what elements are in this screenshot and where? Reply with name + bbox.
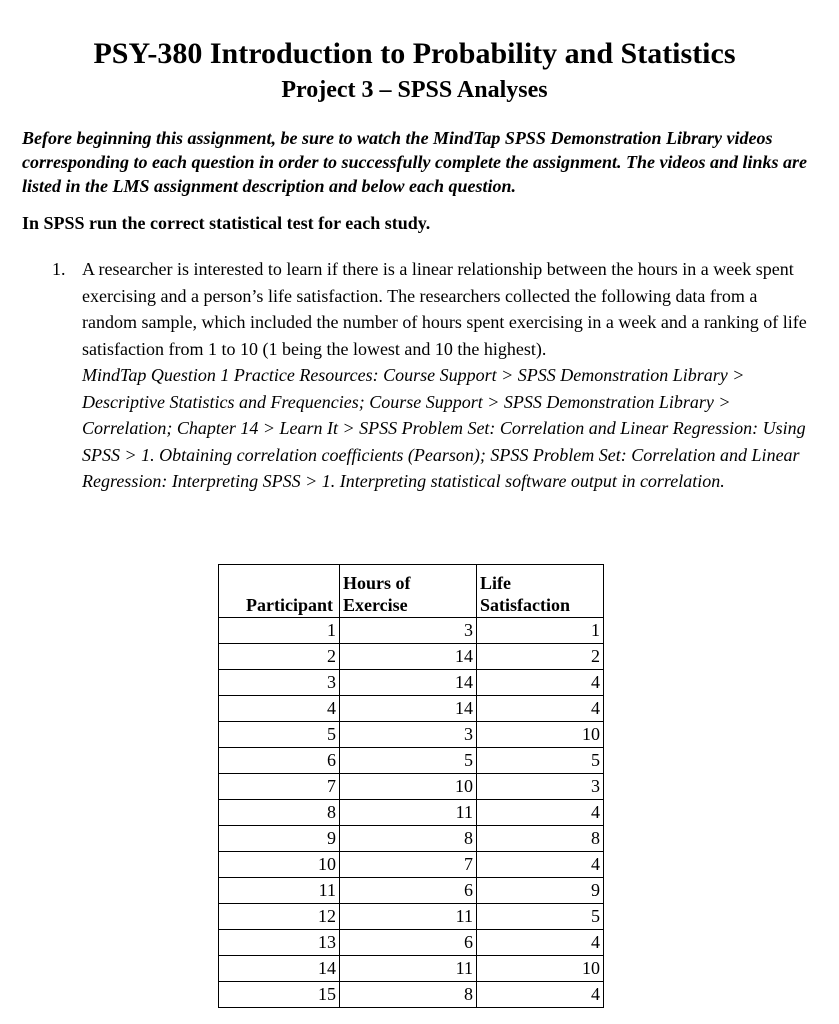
cell-participant: 14 [219,956,340,982]
cell-hours: 3 [340,618,477,644]
cell-life-satisfaction: 4 [477,696,604,722]
table-row [219,696,604,722]
table-row [219,904,604,930]
header-life-line1: Life [480,573,511,593]
table-row [219,644,604,670]
cell-life-satisfaction: 5 [477,748,604,774]
cell-hours: 14 [340,696,477,722]
cell-participant: 7 [219,774,340,800]
cell-hours: 5 [340,748,477,774]
cell-hours: 11 [340,904,477,930]
table-row [219,774,604,800]
cell-hours: 6 [340,878,477,904]
table-row [219,930,604,956]
cell-life-satisfaction: 5 [477,904,604,930]
table-row [219,852,604,878]
cell-life-satisfaction: 2 [477,644,604,670]
cell-participant: 12 [219,904,340,930]
header-hours [340,565,477,618]
question-resources: MindTap Question 1 Practice Resources: Course Support > SPSS Demonstration Library > Descriptive Statistics and Frequencies; Course Support > SPSS Demonstration Library > Correlation; Chapter 14 > Learn It > SPSS Problem Set: Correlation and Linear Regression: Using SPSS > 1. Obtaining correlation coefficients (Pearson); SPSS Problem Set: Correlation and Linear Regression: Interpreting SPSS > 1. Interpreting statistical software output in correlation. [82,365,806,491]
cell-participant: 9 [219,826,340,852]
cell-hours: 8 [340,982,477,1008]
cell-life-satisfaction: 9 [477,878,604,904]
cell-life-satisfaction: 10 [477,956,604,982]
header-hours-line1: Hours of [343,573,411,593]
header-participant [219,565,340,618]
cell-life-satisfaction: 4 [477,982,604,1008]
cell-participant: 5 [219,722,340,748]
cell-participant: 13 [219,930,340,956]
cell-participant: 3 [219,670,340,696]
header-hours-line2: Exercise [343,595,408,615]
data-table [218,564,604,1008]
cell-life-satisfaction: 3 [477,774,604,800]
table-body [219,618,604,1008]
table-row [219,800,604,826]
cell-participant: 6 [219,748,340,774]
cell-hours: 11 [340,800,477,826]
document-title: PSY-380 Introduction to Probability and Statistics [93,37,736,70]
question-1 [82,256,812,495]
question-text: A researcher is interested to learn if there is a linear relationship between the hours in a week spent exercising and a person’s life satisfaction. The researchers collected the following data from a random sample, which included the number of hours spent exercising in a week and a ranking of life satisfaction from 1 to 10 (1 being the lowest and 10 the highest). [82,259,807,359]
table-row [219,982,604,1008]
header-life-satisfaction [477,565,604,618]
cell-hours: 7 [340,852,477,878]
intro-paragraph: Before beginning this assignment, be sure to watch the MindTap SPSS Demonstration Library videos corresponding to each question in order to successfully complete the assignment. The videos and links are listed in the LMS assignment description and below each question. [22,128,808,196]
table-row [219,722,604,748]
cell-life-satisfaction: 4 [477,852,604,878]
header-participant-label: Participant [246,595,333,615]
table-row [219,826,604,852]
cell-hours: 3 [340,722,477,748]
cell-participant: 2 [219,644,340,670]
cell-participant: 1 [219,618,340,644]
cell-life-satisfaction: 4 [477,670,604,696]
table-row [219,670,604,696]
cell-participant: 11 [219,878,340,904]
cell-hours: 8 [340,826,477,852]
document-subtitle: Project 3 – SPSS Analyses [281,77,548,103]
table-row [219,618,604,644]
cell-hours: 10 [340,774,477,800]
cell-life-satisfaction: 10 [477,722,604,748]
table-row [219,956,604,982]
instruction-text: In SPSS run the correct statistical test for each study. [22,213,431,233]
cell-life-satisfaction: 4 [477,930,604,956]
cell-life-satisfaction: 4 [477,800,604,826]
cell-life-satisfaction: 8 [477,826,604,852]
cell-life-satisfaction: 1 [477,618,604,644]
cell-hours: 11 [340,956,477,982]
header-life-line2: Satisfaction [480,595,570,615]
cell-participant: 4 [219,696,340,722]
cell-hours: 14 [340,644,477,670]
table-header-row [219,565,604,618]
cell-participant: 10 [219,852,340,878]
table-row [219,748,604,774]
cell-participant: 15 [219,982,340,1008]
question-number: 1. [52,259,66,279]
table-row [219,878,604,904]
cell-participant: 8 [219,800,340,826]
cell-hours: 14 [340,670,477,696]
cell-hours: 6 [340,930,477,956]
